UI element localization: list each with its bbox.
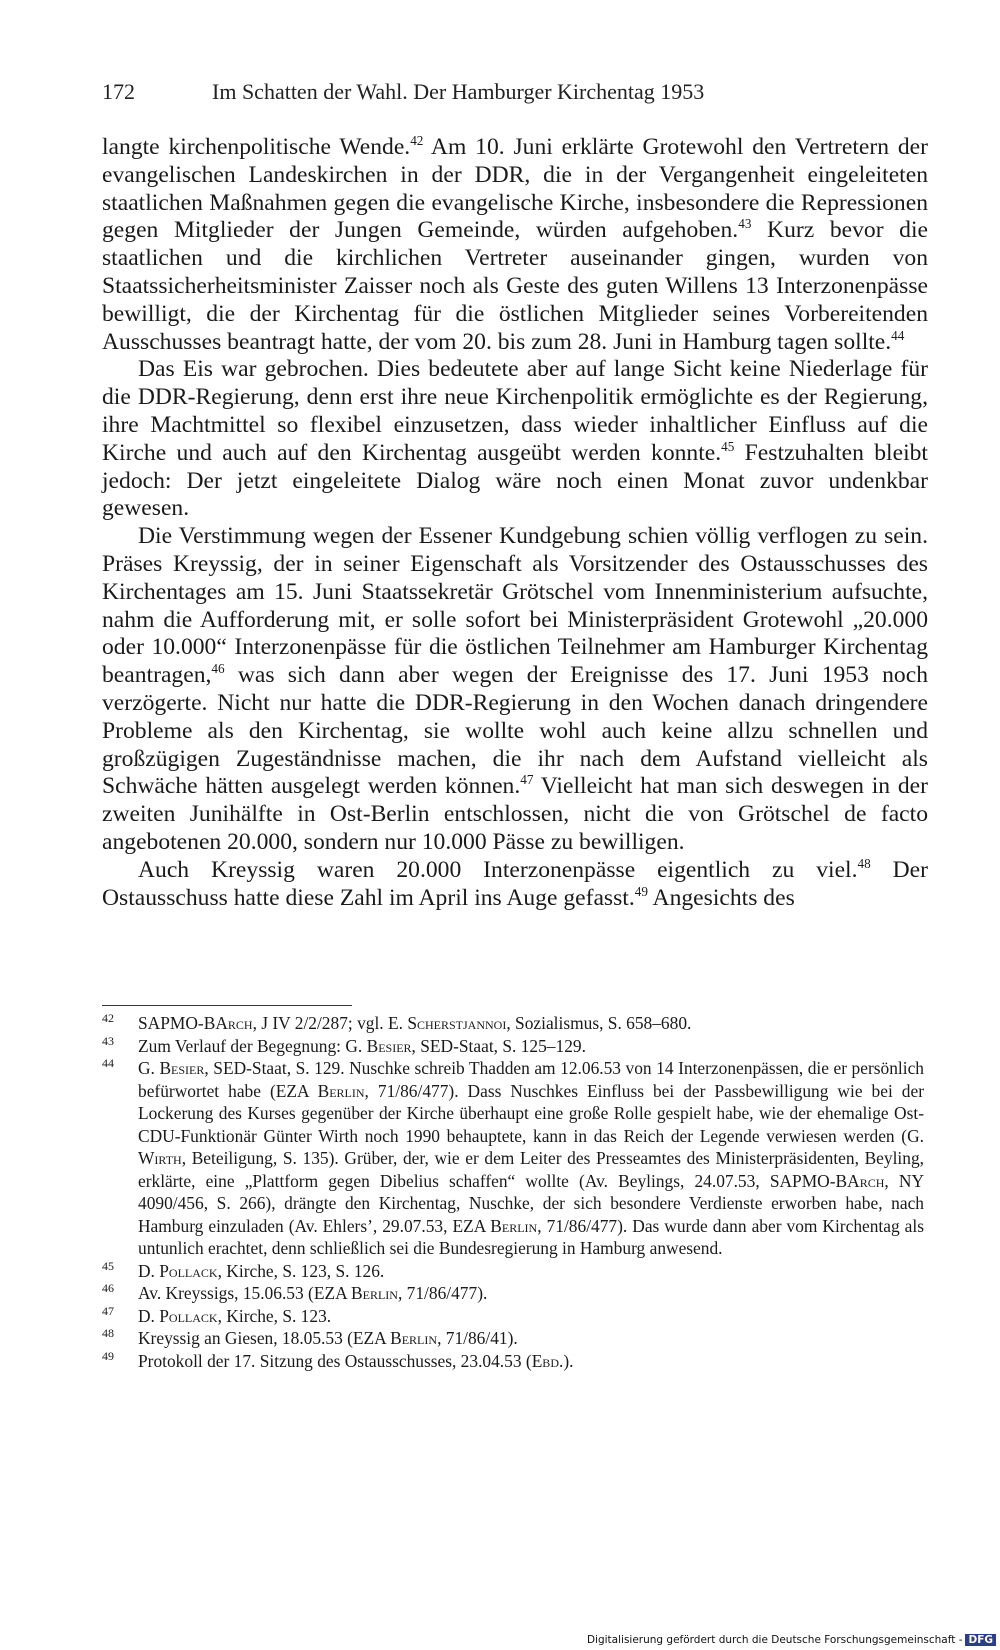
digitization-credit <box>587 1634 996 1646</box>
footnote-number: 46 <box>102 1281 114 1295</box>
footnote-number: 49 <box>102 1348 114 1363</box>
footnote: 46 Av. Kreyssigs, 15.06.53 (EZA Berlin, 71/86/477). <box>102 1282 924 1305</box>
footnote-separator <box>102 1005 352 1006</box>
footnote-number: 43 <box>102 1033 114 1048</box>
running-title: Im Schatten der Wahl. Der Hamburger Kirchentag 1953 <box>212 79 705 104</box>
footnote: 49 Protokoll der 17. Sitzung des Ostausschusses, 23.04.53 (Ebd.). <box>102 1350 924 1373</box>
footnote: 44 G. Besier, SED-Staat, S. 129. Nuschke schreib Thadden am 12.06.53 von 14 Interzonenpässen, die er persönlich befürwortet habe (EZA Berlin, 71/86/477). Dass Nuschkes Einfluss bei der Passbewilligung wie bei der Lockerung des Kurses gegenüber der Kirche überhaupt eine große Rolle gespielt habe, wie der ehemalige Ost-CDU-Funktionär Günter Wirth noch 1990 behauptete, kann in das Reich der Legende verwiesen werden (G. Wirth, Beteiligung, S. 135). Grüber, der, wie er dem Leiter des Presseamtes des Ministerpräsidenten, Beyling, erklärte, eine „Plattform gegen Dibelius schaffen“ wollte (Av. Beylings, 24.07.53, SAPMO-BArch, NY 4090/456, S. 266), drängte den Kirchentag, Nuschke, der sich besondere Verdienste erworben habe, nach Hamburg einzuladen (Av. Ehlers’, 29.07.53, EZA Berlin, 71/86/477). Das wurde dann aber vom Kirchentag als untunlich erachtet, denn schließlich sei die Bundesregierung in Hamburg anwesend. <box>102 1057 924 1260</box>
paragraph: Die Verstimmung wegen der Essener Kundgebung schien völlig verflogen zu sein. Präses Kreyssig, der in seiner Eigenschaft als Vorsitzender des Ostausschusses des Kirchentages am 15. Juni Staatssekretär Grötschel vom Innenministerium aufsuchte, nahm die Aufforderung mit, er solle sofort bei Ministerpräsident Grotewohl „20.000 oder 10.000“ Interzonenpässe für die östlichen Teilnehmer am Hamburger Kirchentag beantragen,$^{46}$ was sich dann aber wegen der Ereignisse des 17. Juni 1953 noch verzögerte. Nicht nur hatte die DDR-Regierung in den Wochen danach dringendere Probleme als den Kirchentag, sie wollte wohl auch keine allzu schnellen und großzügigen Zugeständnisse machen, die ihr nach dem Aufstand vielleicht als Schwäche hätten ausgelegt werden können.$^{47}$ Vielleicht hat man sich deswegen in der zweiten Junihälfte in Ost-Berlin entschlossen, nicht die von Grötschel de facto angebotenen 20.000, sondern nur 10.000 Pässe zu bewilligen. <box>102 523 928 855</box>
footnote-number: 47 <box>102 1303 114 1318</box>
footnotes <box>102 1012 924 1372</box>
footnote-ref: 43 <box>738 216 752 232</box>
footnote-ref: 45 <box>721 438 735 454</box>
main-text <box>102 134 928 912</box>
dfg-logo: DFG <box>965 1634 996 1646</box>
page-number: 172 <box>102 79 135 104</box>
footnote-ref: 46 <box>211 660 225 676</box>
footnote: 48 Kreyssig an Giesen, 18.05.53 (EZA Berlin, 71/86/41). <box>102 1327 924 1350</box>
credit-text: Digitalisierung gefördert durch die Deutsche Forschungsgemeinschaft - <box>586 1634 963 1646</box>
paragraph: Auch Kreyssig waren 20.000 Interzonenpässe eigentlich zu viel.$^{48}$ Der Ostausschuss hatte diese Zahl im April ins Auge gefasst.$^{49}$ Angesichts des <box>102 855 928 911</box>
footnote-number: 45 <box>102 1258 114 1273</box>
footnote: 43 Zum Verlauf der Begegnung: G. Besier, SED-Staat, S. 125–129. <box>102 1035 924 1058</box>
footnote: 47 D. Pollack, Kirche, S. 123. <box>102 1305 924 1328</box>
footnote-number: 44 <box>102 1056 114 1070</box>
footnote: 42 SAPMO-BArch, J IV 2/2/287; vgl. E. Scherstjannoi, Sozialismus, S. 658–680. <box>102 1012 924 1035</box>
footnote-number: 42 <box>102 1011 114 1025</box>
footnote: 45 D. Pollack, Kirche, S. 123, S. 126. <box>102 1260 924 1283</box>
footnote-ref: 44 <box>891 327 905 343</box>
footnote-ref: 49 <box>634 883 648 899</box>
running-header <box>102 78 932 106</box>
footnote-number: 48 <box>102 1326 114 1340</box>
footnote-ref: 47 <box>520 772 534 788</box>
paragraph: Das Eis war gebrochen. Dies bedeutete aber auf lange Sicht keine Niederlage für die DDR-Regierung, denn erst ihre neue Kirchenpolitik ermöglichte es der Regierung, ihre Machtmittel so flexibel einzusetzen, dass wieder inhaltlicher Einfluss auf die Kirche und auch auf den Kirchentag ausgeübt werden konnte.$^{45}$ Festzuhalten bleibt jedoch: Der jetzt eingeleitete Dialog wäre noch einen Monat zuvor undenkbar gewesen. <box>102 356 928 522</box>
footnote-ref: 48 <box>857 855 871 871</box>
paragraph: langte kirchenpolitische Wende.$^{42}$ Am 10. Juni erklärte Grotewohl den Vertretern der evangelischen Landeskirchen in der DDR, die in der Vergangenheit eingeleiteten staatlichen Maßnahmen gegen die evangelische Kirche, insbesondere die Repressionen gegen Mitglieder der Jungen Gemeinde, würden aufgehoben.$^{43}$ Kurz bevor die staatlichen und die kirchlichen Vertreter auseinander gingen, wurden von Staatssicherheitsminister Zaisser noch als Geste des guten Willens 13 Interzonenpässe bewilligt, die der Kirchentag für die östlichen Mitglieder seines Vorbereitenden Ausschusses beantragt hatte, der vom 20. bis zum 28. Juni in Hamburg tagen sollte.$^{44}$ <box>102 132 929 355</box>
footnote-ref: 42 <box>410 132 424 148</box>
